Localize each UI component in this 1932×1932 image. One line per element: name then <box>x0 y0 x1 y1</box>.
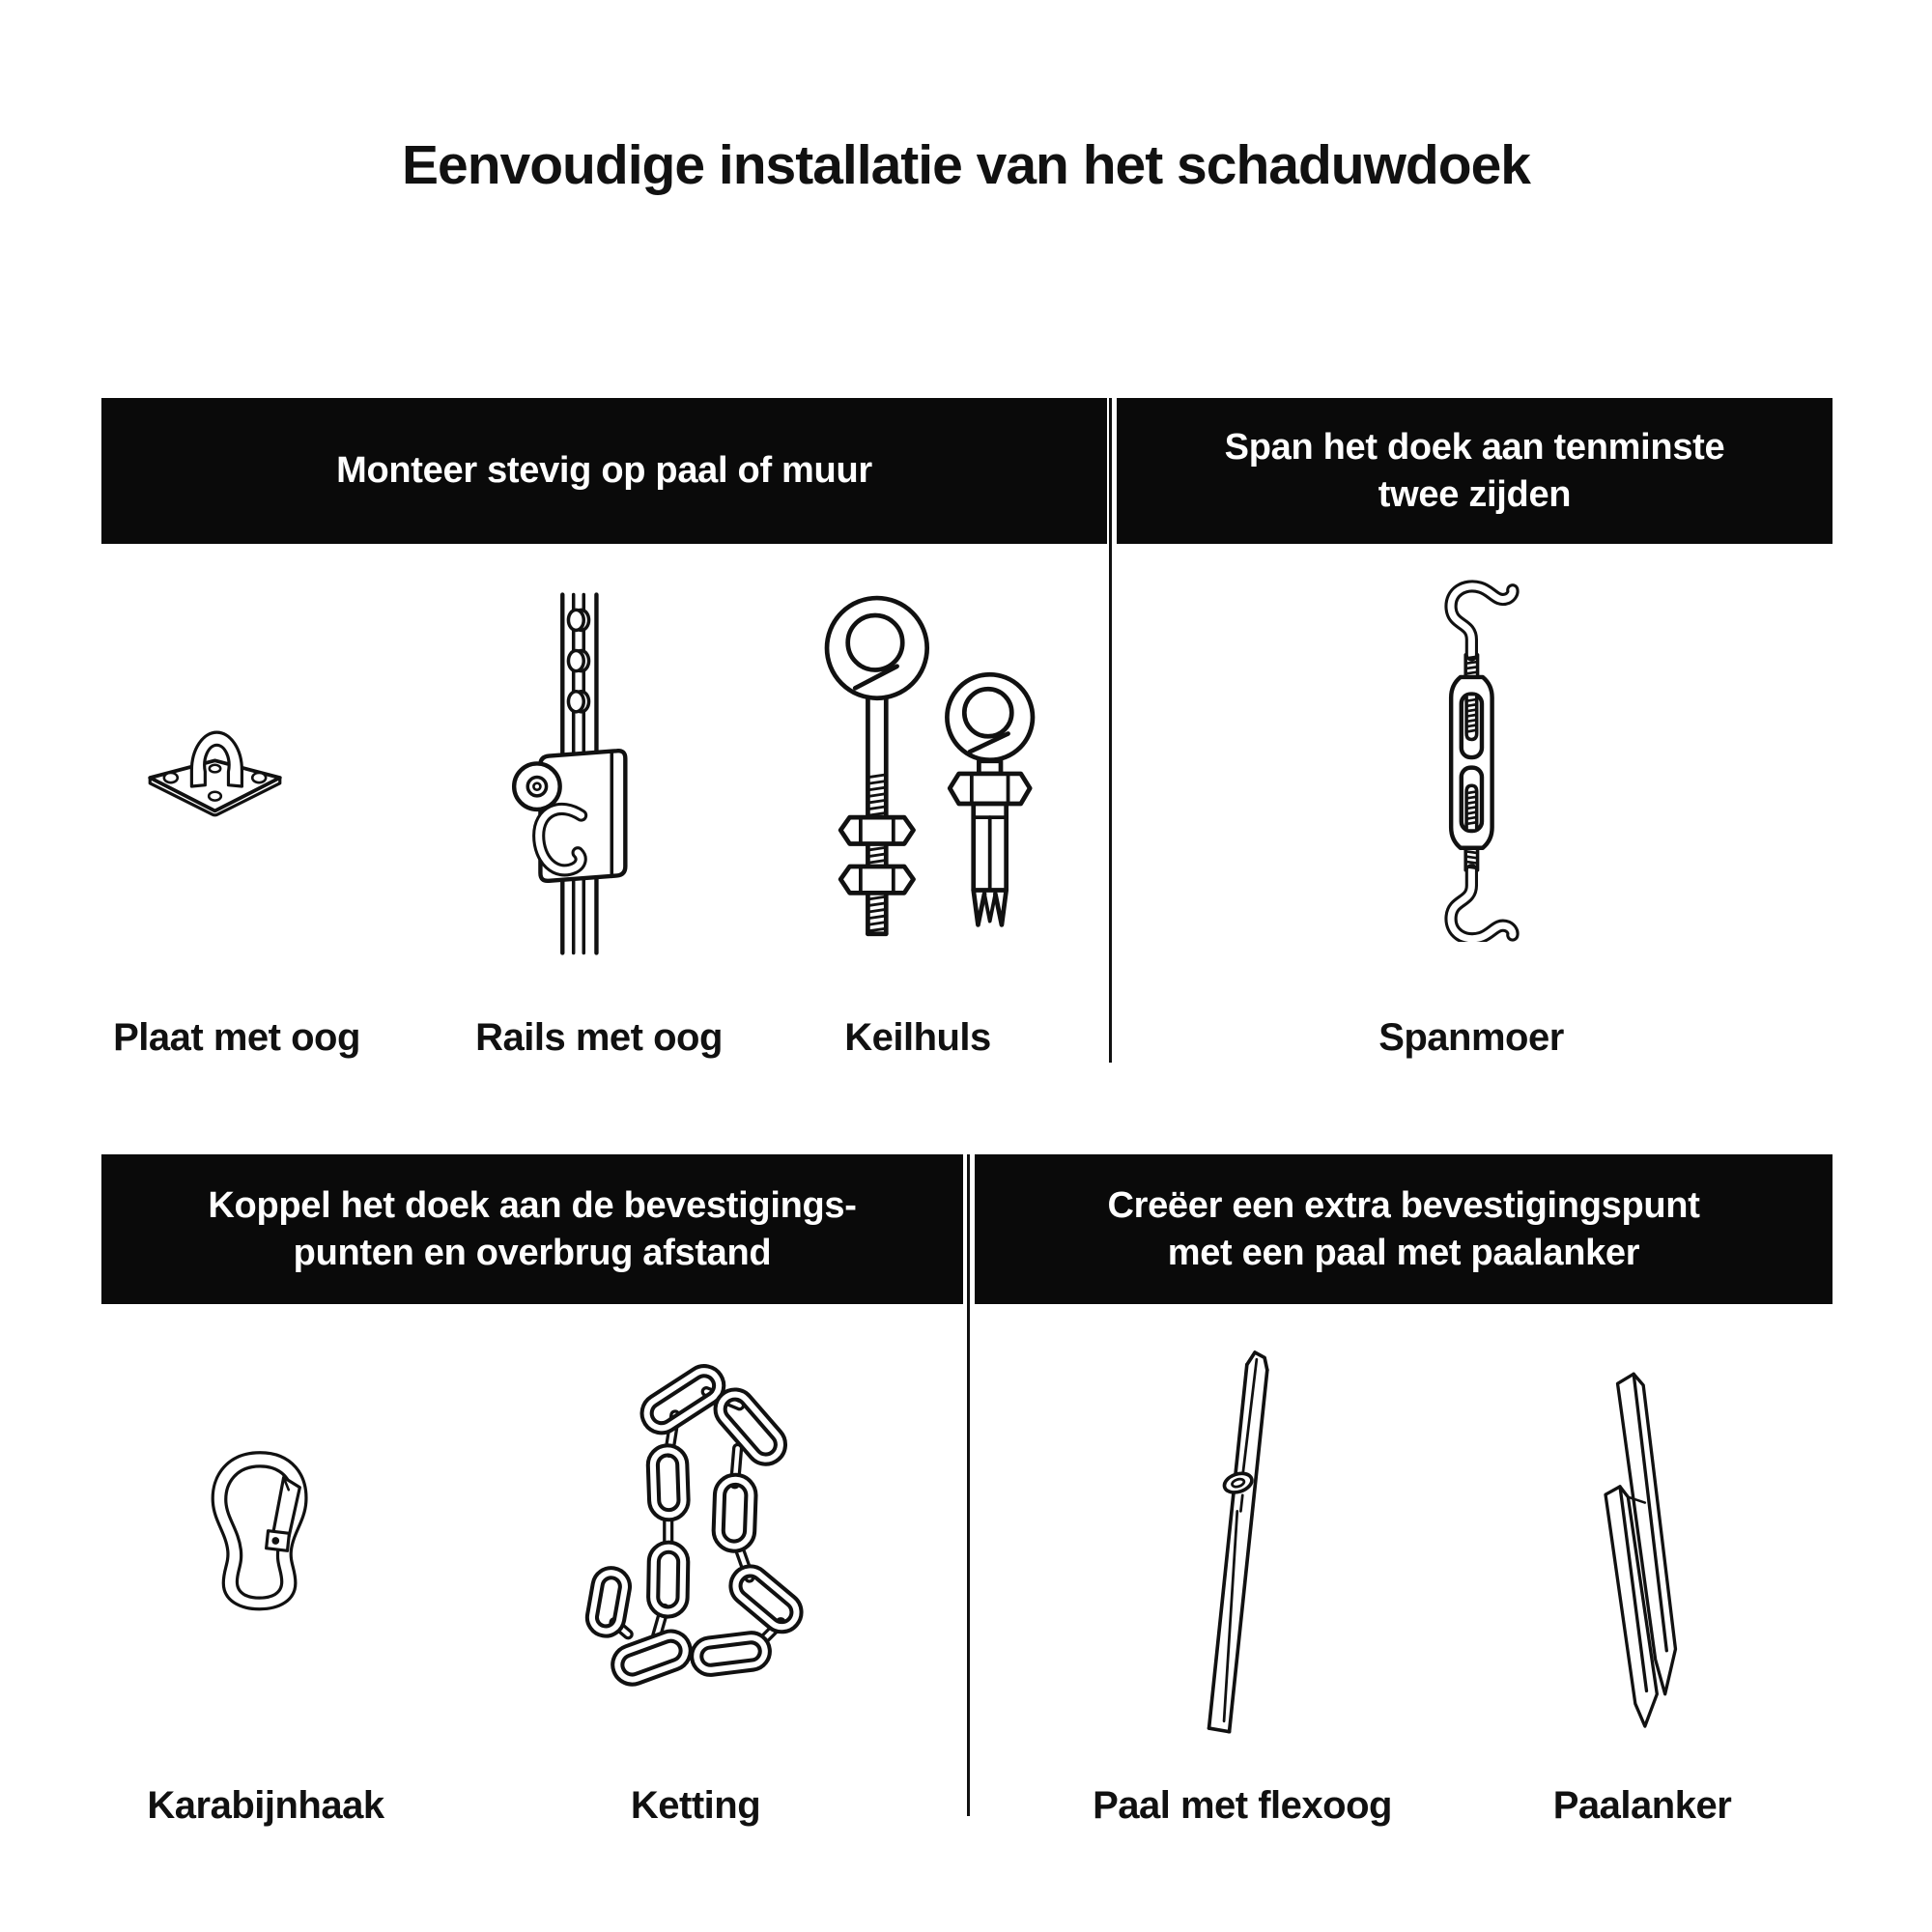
item-label: Ketting <box>630 1784 761 1827</box>
row-bottom <box>101 1154 1835 1835</box>
section-header-connect <box>101 1154 963 1304</box>
chain-icon <box>557 1345 900 1726</box>
row-top <box>101 398 1835 1074</box>
header-line: Monteer stevig op paal of muur <box>336 450 872 492</box>
item-label: Spanmoer <box>1378 1016 1564 1059</box>
header-line: Span het doek aan tenminste <box>1224 426 1725 468</box>
section-divider <box>1109 398 1112 1063</box>
pad-eye-plate-icon <box>135 709 295 832</box>
section-header-extra-point <box>975 1154 1833 1304</box>
header-line: Koppel het doek aan de bevestigings- <box>208 1184 857 1226</box>
turnbuckle-icon <box>1415 566 1526 942</box>
section-header-mount <box>101 398 1107 544</box>
expansion-eye-bolt-icon <box>811 582 1048 947</box>
carabiner-icon <box>196 1445 327 1619</box>
section-divider <box>967 1154 970 1816</box>
header-line: twee zijden <box>1378 473 1572 515</box>
item-label: Plaat met oog <box>113 1016 360 1059</box>
page-title: Eenvoudige installatie van het schaduwdoek <box>402 134 1530 196</box>
section-header-tension <box>1117 398 1833 544</box>
item-label: Paalanker <box>1552 1784 1732 1827</box>
rail-with-eye-icon <box>493 591 671 956</box>
pole-anchor-icon <box>1567 1366 1712 1736</box>
item-label: Paal met flexoog <box>1093 1784 1392 1827</box>
pole-with-flex-eye-icon <box>1153 1342 1286 1739</box>
header-line: Creëer een extra bevestigingspunt <box>1107 1184 1700 1226</box>
item-label: Keilhuls <box>844 1016 991 1059</box>
header-line: met een paal met paalanker <box>1167 1232 1640 1273</box>
item-label: Karabijnhaak <box>147 1784 384 1827</box>
item-label: Rails met oog <box>475 1016 723 1059</box>
header-line: punten en overbrug afstand <box>293 1232 772 1273</box>
